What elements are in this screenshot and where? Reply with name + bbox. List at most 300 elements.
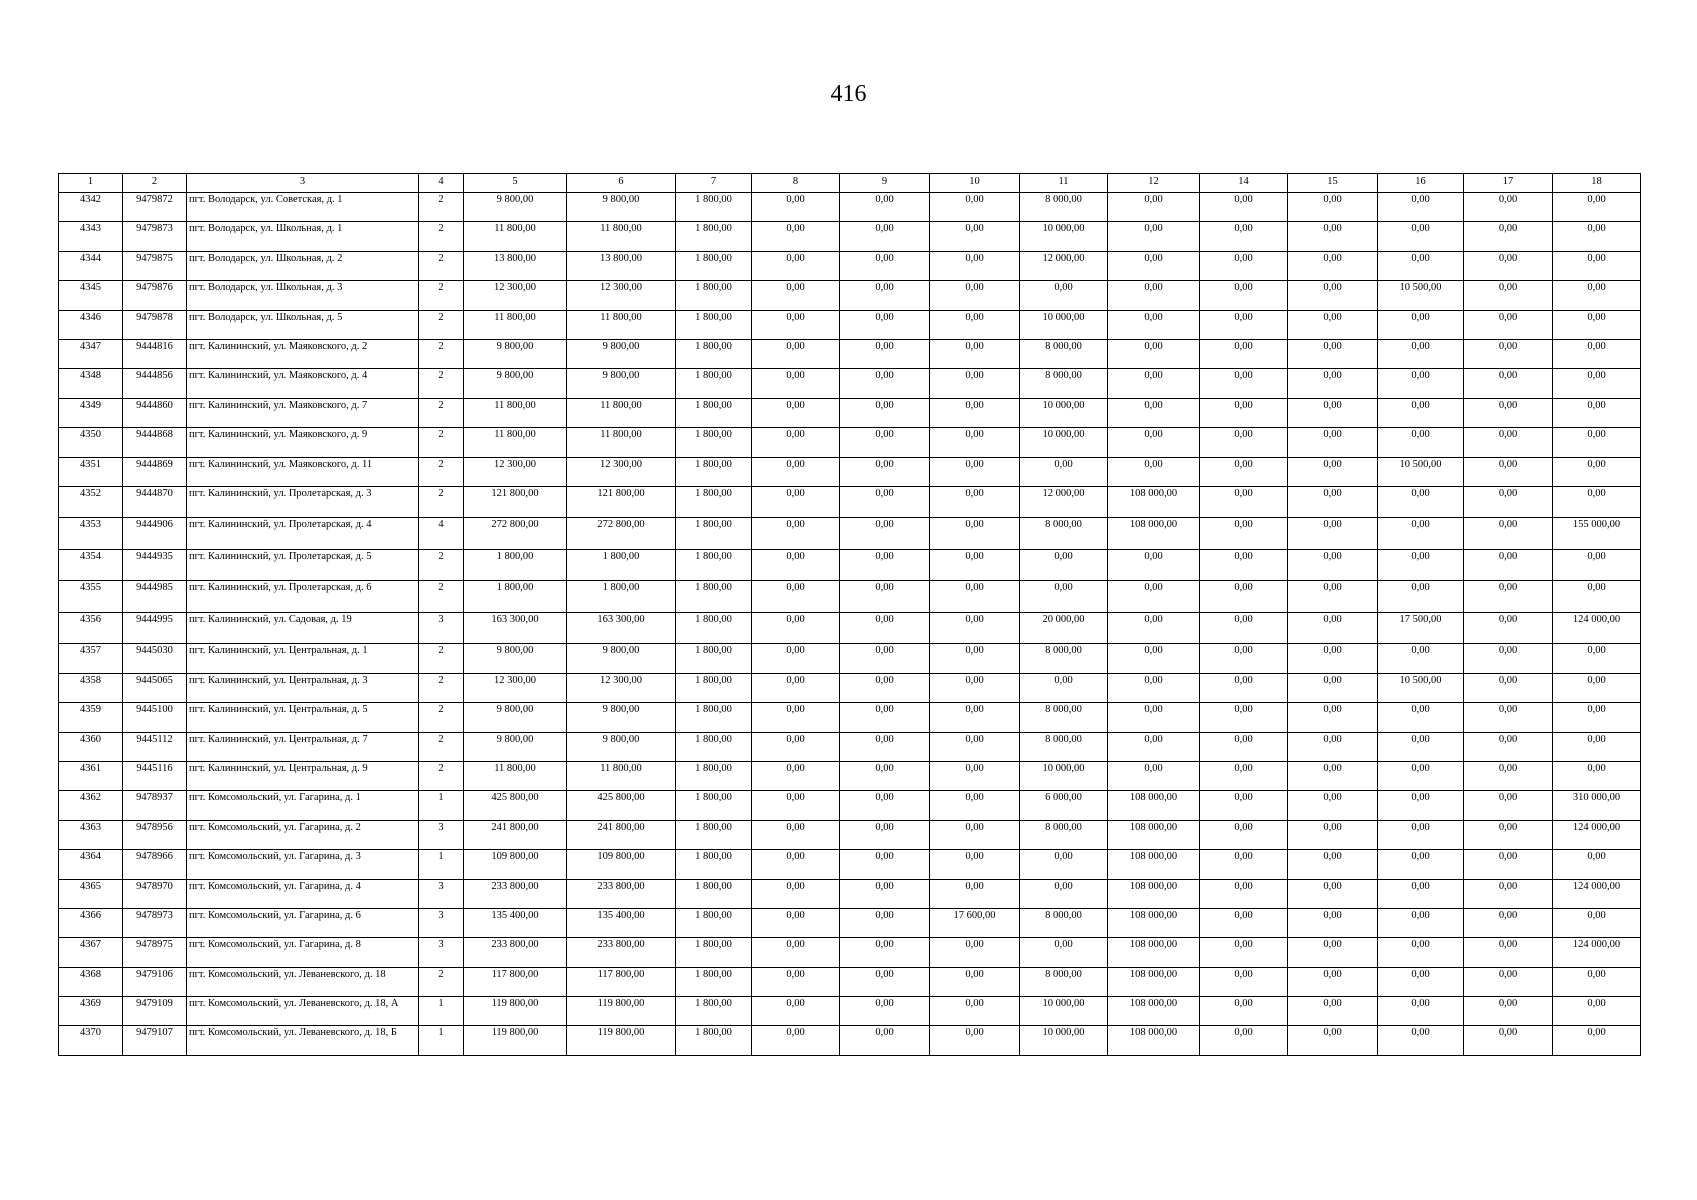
amount-cell: 0,00: [1200, 549, 1288, 581]
amount-cell: 0,00: [1108, 761, 1200, 790]
amount-cell: 0,00: [1200, 761, 1288, 790]
amount-cell: 0,00: [930, 761, 1020, 790]
total-cell: 9 800,00: [464, 644, 567, 673]
amount-cell: 0,00: [930, 486, 1020, 518]
amount-cell: 1 800,00: [676, 850, 752, 879]
amount-cell: 0,00: [752, 486, 840, 518]
amount-cell: 0,00: [1020, 581, 1108, 613]
total-cell: 1 800,00: [464, 581, 567, 613]
amount-cell: 0,00: [1378, 997, 1464, 1026]
amount-cell: 8 000,00: [1020, 339, 1108, 368]
amount-cell: 0,00: [1464, 791, 1553, 820]
amount-cell: 425 800,00: [567, 791, 676, 820]
amount-cell: 0,00: [1378, 938, 1464, 967]
amount-cell: 0,00: [1108, 369, 1200, 398]
amount-cell: 0,00: [1288, 703, 1378, 732]
amount-cell: 1 800,00: [676, 997, 752, 1026]
total-cell: 1 800,00: [464, 549, 567, 581]
amount-cell: 9 800,00: [567, 339, 676, 368]
object-id-cell: 9445112: [123, 732, 187, 761]
object-id-cell: 9444870: [123, 486, 187, 518]
amount-cell: 0,00: [752, 703, 840, 732]
amount-cell: 0,00: [1378, 644, 1464, 673]
total-cell: 117 800,00: [464, 967, 567, 996]
amount-cell: 0,00: [1378, 879, 1464, 908]
amount-cell: 0,00: [1020, 457, 1108, 486]
address-cell: пгт. Комсомольский, ул. Гагарина, д. 3: [187, 850, 419, 879]
row-number-cell: 4355: [59, 581, 123, 613]
amount-cell: 0,00: [1464, 879, 1553, 908]
table-row: [59, 428, 1641, 457]
row-number-cell: 4350: [59, 428, 123, 457]
amount-cell: 108 000,00: [1108, 1026, 1200, 1055]
amount-cell: 1 800,00: [676, 644, 752, 673]
amount-cell: 0,00: [840, 761, 930, 790]
amount-cell: 0,00: [1288, 938, 1378, 967]
amount-cell: 0,00: [1553, 997, 1641, 1026]
amount-cell: 0,00: [1464, 612, 1553, 644]
row-number-cell: 4354: [59, 549, 123, 581]
amount-cell: 0,00: [930, 339, 1020, 368]
amount-cell: 0,00: [1108, 673, 1200, 702]
amount-cell: 10 000,00: [1020, 398, 1108, 427]
table-row: [59, 997, 1641, 1026]
amount-cell: 0,00: [1288, 761, 1378, 790]
amount-cell: 0,00: [1464, 703, 1553, 732]
amount-cell: 0,00: [1378, 193, 1464, 222]
table-row: [59, 820, 1641, 849]
amount-cell: 0,00: [1288, 997, 1378, 1026]
amount-cell: 0,00: [840, 703, 930, 732]
amount-cell: 0,00: [1553, 428, 1641, 457]
amount-cell: 0,00: [1288, 281, 1378, 310]
address-cell: пгт. Комсомольский, ул. Леваневского, д. 18, Б: [187, 1026, 419, 1055]
row-number-cell: 4365: [59, 879, 123, 908]
category-cell: 2: [419, 549, 464, 581]
amount-cell: 1 800,00: [676, 398, 752, 427]
row-number-cell: 4344: [59, 251, 123, 280]
address-cell: пгт. Калининский, ул. Центральная, д. 5: [187, 703, 419, 732]
amount-cell: 11 800,00: [567, 761, 676, 790]
amount-cell: 121 800,00: [567, 486, 676, 518]
object-id-cell: 9479109: [123, 997, 187, 1026]
amount-cell: 135 400,00: [567, 908, 676, 937]
address-cell: пгт. Калининский, ул. Маяковского, д. 7: [187, 398, 419, 427]
row-number-cell: 4361: [59, 761, 123, 790]
row-number-cell: 4362: [59, 791, 123, 820]
amount-cell: 0,00: [1288, 518, 1378, 550]
total-cell: 163 300,00: [464, 612, 567, 644]
object-id-cell: 9479106: [123, 967, 187, 996]
category-cell: 1: [419, 997, 464, 1026]
amount-cell: 0,00: [1378, 339, 1464, 368]
table-header: [59, 174, 1641, 193]
amount-cell: 0,00: [1200, 703, 1288, 732]
amount-cell: 1 800,00: [676, 549, 752, 581]
amount-cell: 0,00: [1553, 703, 1641, 732]
category-cell: 2: [419, 398, 464, 427]
amount-cell: 10 500,00: [1378, 673, 1464, 702]
amount-cell: 0,00: [752, 428, 840, 457]
amount-cell: 0,00: [1108, 732, 1200, 761]
amount-cell: 0,00: [1108, 339, 1200, 368]
address-cell: пгт. Комсомольский, ул. Гагарина, д. 4: [187, 879, 419, 908]
table-row: [59, 644, 1641, 673]
amount-cell: 0,00: [1464, 251, 1553, 280]
amount-cell: 108 000,00: [1108, 791, 1200, 820]
amount-cell: 11 800,00: [567, 222, 676, 251]
row-number-cell: 4370: [59, 1026, 123, 1055]
amount-cell: 0,00: [930, 967, 1020, 996]
amount-cell: 0,00: [1378, 967, 1464, 996]
object-id-cell: 9478975: [123, 938, 187, 967]
amount-cell: 0,00: [1378, 549, 1464, 581]
row-number-cell: 4360: [59, 732, 123, 761]
column-header: 15: [1288, 174, 1378, 193]
amount-cell: 0,00: [930, 428, 1020, 457]
amount-cell: 117 800,00: [567, 967, 676, 996]
amount-cell: 0,00: [1288, 251, 1378, 280]
amount-cell: 0,00: [752, 281, 840, 310]
header-row: [59, 174, 1641, 193]
amount-cell: 0,00: [1378, 310, 1464, 339]
amount-cell: 0,00: [1108, 281, 1200, 310]
amount-cell: 0,00: [1378, 791, 1464, 820]
amount-cell: 0,00: [1200, 791, 1288, 820]
row-number-cell: 4349: [59, 398, 123, 427]
object-id-cell: 9479875: [123, 251, 187, 280]
total-cell: 9 800,00: [464, 369, 567, 398]
table-row: [59, 457, 1641, 486]
amount-cell: 0,00: [840, 879, 930, 908]
amount-cell: 0,00: [930, 938, 1020, 967]
total-cell: 13 800,00: [464, 251, 567, 280]
address-cell: пгт. Комсомольский, ул. Гагарина, д. 1: [187, 791, 419, 820]
amount-cell: 0,00: [1108, 193, 1200, 222]
amount-cell: 0,00: [930, 879, 1020, 908]
amount-cell: 0,00: [1464, 281, 1553, 310]
category-cell: 2: [419, 967, 464, 996]
amount-cell: 0,00: [1464, 339, 1553, 368]
amount-cell: 0,00: [1200, 820, 1288, 849]
amount-cell: 6 000,00: [1020, 791, 1108, 820]
amount-cell: 0,00: [752, 581, 840, 613]
category-cell: 3: [419, 612, 464, 644]
object-id-cell: 9444985: [123, 581, 187, 613]
amount-cell: 0,00: [1108, 644, 1200, 673]
object-id-cell: 9478966: [123, 850, 187, 879]
address-cell: пгт. Калининский, ул. Пролетарская, д. 3: [187, 486, 419, 518]
object-id-cell: 9444935: [123, 549, 187, 581]
category-cell: 2: [419, 581, 464, 613]
amount-cell: 108 000,00: [1108, 486, 1200, 518]
table-row: [59, 581, 1641, 613]
amount-cell: 0,00: [1464, 967, 1553, 996]
object-id-cell: 9444869: [123, 457, 187, 486]
column-header: 2: [123, 174, 187, 193]
amount-cell: 0,00: [840, 251, 930, 280]
page-number: 416: [830, 81, 867, 107]
amount-cell: 0,00: [752, 222, 840, 251]
address-cell: пгт. Калининский, ул. Центральная, д. 7: [187, 732, 419, 761]
amount-cell: 8 000,00: [1020, 193, 1108, 222]
category-cell: 2: [419, 703, 464, 732]
amount-cell: 0,00: [1108, 398, 1200, 427]
object-id-cell: 9444995: [123, 612, 187, 644]
amount-cell: 8 000,00: [1020, 967, 1108, 996]
amount-cell: 0,00: [1288, 428, 1378, 457]
amount-cell: 1 800,00: [676, 612, 752, 644]
column-header: 4: [419, 174, 464, 193]
amount-cell: 0,00: [840, 193, 930, 222]
amount-cell: 0,00: [1378, 908, 1464, 937]
amount-cell: 0,00: [752, 938, 840, 967]
amount-cell: 0,00: [1464, 369, 1553, 398]
amount-cell: 1 800,00: [676, 1026, 752, 1055]
amount-cell: 11 800,00: [567, 428, 676, 457]
amount-cell: 0,00: [840, 820, 930, 849]
amount-cell: 0,00: [1464, 1026, 1553, 1055]
address-cell: пгт. Володарск, ул. Школьная, д. 3: [187, 281, 419, 310]
amount-cell: 0,00: [1108, 222, 1200, 251]
total-cell: 241 800,00: [464, 820, 567, 849]
amount-cell: 0,00: [840, 398, 930, 427]
column-header: 17: [1464, 174, 1553, 193]
amount-cell: 9 800,00: [567, 193, 676, 222]
table-row: [59, 732, 1641, 761]
amount-cell: 0,00: [840, 518, 930, 550]
amount-cell: 0,00: [1108, 549, 1200, 581]
amount-cell: 0,00: [1288, 193, 1378, 222]
category-cell: 3: [419, 938, 464, 967]
total-cell: 135 400,00: [464, 908, 567, 937]
amount-cell: 0,00: [1464, 581, 1553, 613]
amount-cell: 1 800,00: [676, 673, 752, 702]
amount-cell: 0,00: [1288, 644, 1378, 673]
amount-cell: 0,00: [840, 997, 930, 1026]
table-row: [59, 879, 1641, 908]
row-number-cell: 4356: [59, 612, 123, 644]
amount-cell: 0,00: [1378, 581, 1464, 613]
amount-cell: 0,00: [1288, 222, 1378, 251]
amount-cell: 0,00: [1553, 732, 1641, 761]
amount-cell: 0,00: [752, 908, 840, 937]
amount-cell: 0,00: [930, 251, 1020, 280]
amount-cell: 1 800,00: [676, 486, 752, 518]
amount-cell: 9 800,00: [567, 703, 676, 732]
category-cell: 2: [419, 457, 464, 486]
amount-cell: 0,00: [1378, 820, 1464, 849]
object-id-cell: 9445030: [123, 644, 187, 673]
amount-cell: 12 300,00: [567, 457, 676, 486]
address-cell: пгт. Калининский, ул. Маяковского, д. 2: [187, 339, 419, 368]
amount-cell: 1 800,00: [676, 193, 752, 222]
amount-cell: 0,00: [1378, 732, 1464, 761]
amount-cell: 0,00: [1553, 581, 1641, 613]
amount-cell: 0,00: [840, 222, 930, 251]
amount-cell: 0,00: [1288, 581, 1378, 613]
amount-cell: 1 800,00: [676, 369, 752, 398]
amount-cell: 0,00: [1378, 222, 1464, 251]
amount-cell: 0,00: [1108, 703, 1200, 732]
amount-cell: 1 800,00: [676, 761, 752, 790]
amount-cell: 10 500,00: [1378, 281, 1464, 310]
total-cell: 119 800,00: [464, 997, 567, 1026]
amount-cell: 0,00: [930, 518, 1020, 550]
amount-cell: 0,00: [1378, 518, 1464, 550]
amount-cell: 13 800,00: [567, 251, 676, 280]
row-number-cell: 4358: [59, 673, 123, 702]
amount-cell: 0,00: [930, 281, 1020, 310]
category-cell: 3: [419, 820, 464, 849]
amount-cell: 0,00: [1464, 457, 1553, 486]
amount-cell: 0,00: [1553, 1026, 1641, 1055]
amount-cell: 108 000,00: [1108, 850, 1200, 879]
amount-cell: 124 000,00: [1553, 879, 1641, 908]
total-cell: 12 300,00: [464, 673, 567, 702]
amount-cell: 0,00: [1200, 644, 1288, 673]
amount-cell: 0,00: [1288, 791, 1378, 820]
amount-cell: 0,00: [752, 791, 840, 820]
amount-cell: 0,00: [1553, 251, 1641, 280]
amount-cell: 0,00: [840, 581, 930, 613]
amount-cell: 0,00: [1020, 879, 1108, 908]
amount-cell: 0,00: [1200, 612, 1288, 644]
amount-cell: 0,00: [752, 997, 840, 1026]
object-id-cell: 9444856: [123, 369, 187, 398]
amount-cell: 0,00: [1464, 518, 1553, 550]
row-number-cell: 4368: [59, 967, 123, 996]
address-cell: пгт. Володарск, ул. Советская, д. 1: [187, 193, 419, 222]
amount-cell: 0,00: [1200, 518, 1288, 550]
amount-cell: 119 800,00: [567, 997, 676, 1026]
column-header: 5: [464, 174, 567, 193]
amount-cell: 0,00: [752, 369, 840, 398]
row-number-cell: 4342: [59, 193, 123, 222]
amount-cell: 0,00: [930, 369, 1020, 398]
table-row: [59, 703, 1641, 732]
amount-cell: 1 800,00: [676, 908, 752, 937]
category-cell: 3: [419, 908, 464, 937]
amount-cell: 310 000,00: [1553, 791, 1641, 820]
table-row: [59, 850, 1641, 879]
amount-cell: 1 800,00: [676, 703, 752, 732]
total-cell: 9 800,00: [464, 703, 567, 732]
amount-cell: 12 300,00: [567, 673, 676, 702]
table-row: [59, 518, 1641, 550]
amount-cell: 0,00: [1378, 398, 1464, 427]
row-number-cell: 4364: [59, 850, 123, 879]
amount-cell: 0,00: [840, 549, 930, 581]
amount-cell: 0,00: [930, 673, 1020, 702]
amount-cell: 1 800,00: [676, 967, 752, 996]
amount-cell: 108 000,00: [1108, 908, 1200, 937]
amount-cell: 17 500,00: [1378, 612, 1464, 644]
column-header: 6: [567, 174, 676, 193]
amount-cell: 17 600,00: [930, 908, 1020, 937]
amount-cell: 0,00: [1378, 850, 1464, 879]
amount-cell: 0,00: [1200, 486, 1288, 518]
amount-cell: 0,00: [930, 791, 1020, 820]
object-id-cell: 9479878: [123, 310, 187, 339]
amount-cell: 0,00: [930, 997, 1020, 1026]
amount-cell: 20 000,00: [1020, 612, 1108, 644]
amount-cell: 0,00: [1288, 673, 1378, 702]
category-cell: 2: [419, 486, 464, 518]
category-cell: 2: [419, 732, 464, 761]
amount-cell: 0,00: [930, 398, 1020, 427]
amount-cell: 10 000,00: [1020, 428, 1108, 457]
amount-cell: 109 800,00: [567, 850, 676, 879]
object-id-cell: 9478973: [123, 908, 187, 937]
amount-cell: 0,00: [752, 761, 840, 790]
amount-cell: 0,00: [1200, 457, 1288, 486]
amount-cell: 1 800,00: [567, 549, 676, 581]
amount-cell: 8 000,00: [1020, 644, 1108, 673]
amount-cell: 0,00: [1553, 850, 1641, 879]
amount-cell: 1 800,00: [676, 251, 752, 280]
object-id-cell: 9444816: [123, 339, 187, 368]
category-cell: 2: [419, 310, 464, 339]
table-body: [59, 193, 1641, 1056]
amount-cell: 119 800,00: [567, 1026, 676, 1055]
register-table: [58, 173, 1641, 1056]
amount-cell: 0,00: [1200, 879, 1288, 908]
amount-cell: 0,00: [752, 398, 840, 427]
amount-cell: 0,00: [930, 1026, 1020, 1055]
amount-cell: 0,00: [1288, 398, 1378, 427]
object-id-cell: 9444860: [123, 398, 187, 427]
amount-cell: 0,00: [1108, 581, 1200, 613]
amount-cell: 0,00: [1288, 732, 1378, 761]
table-row: [59, 193, 1641, 222]
row-number-cell: 4359: [59, 703, 123, 732]
total-cell: 272 800,00: [464, 518, 567, 550]
table-row: [59, 791, 1641, 820]
amount-cell: 0,00: [752, 518, 840, 550]
amount-cell: 0,00: [1200, 369, 1288, 398]
amount-cell: 0,00: [930, 222, 1020, 251]
amount-cell: 0,00: [1288, 310, 1378, 339]
amount-cell: 0,00: [1020, 281, 1108, 310]
object-id-cell: 9444868: [123, 428, 187, 457]
amount-cell: 0,00: [840, 310, 930, 339]
amount-cell: 10 000,00: [1020, 761, 1108, 790]
amount-cell: 0,00: [1464, 310, 1553, 339]
total-cell: 12 300,00: [464, 457, 567, 486]
address-cell: пгт. Калининский, ул. Пролетарская, д. 6: [187, 581, 419, 613]
amount-cell: 0,00: [930, 850, 1020, 879]
category-cell: 2: [419, 193, 464, 222]
table-row: [59, 310, 1641, 339]
amount-cell: 8 000,00: [1020, 820, 1108, 849]
amount-cell: 124 000,00: [1553, 938, 1641, 967]
category-cell: 2: [419, 761, 464, 790]
amount-cell: 0,00: [1288, 967, 1378, 996]
amount-cell: 0,00: [1464, 549, 1553, 581]
total-cell: 9 800,00: [464, 732, 567, 761]
amount-cell: 0,00: [840, 967, 930, 996]
amount-cell: 0,00: [1464, 820, 1553, 849]
address-cell: пгт. Калининский, ул. Садовая, д. 19: [187, 612, 419, 644]
table-row: [59, 673, 1641, 702]
amount-cell: 1 800,00: [676, 518, 752, 550]
total-cell: 11 800,00: [464, 310, 567, 339]
object-id-cell: 9445116: [123, 761, 187, 790]
total-cell: 233 800,00: [464, 879, 567, 908]
amount-cell: 108 000,00: [1108, 967, 1200, 996]
amount-cell: 0,00: [1200, 997, 1288, 1026]
